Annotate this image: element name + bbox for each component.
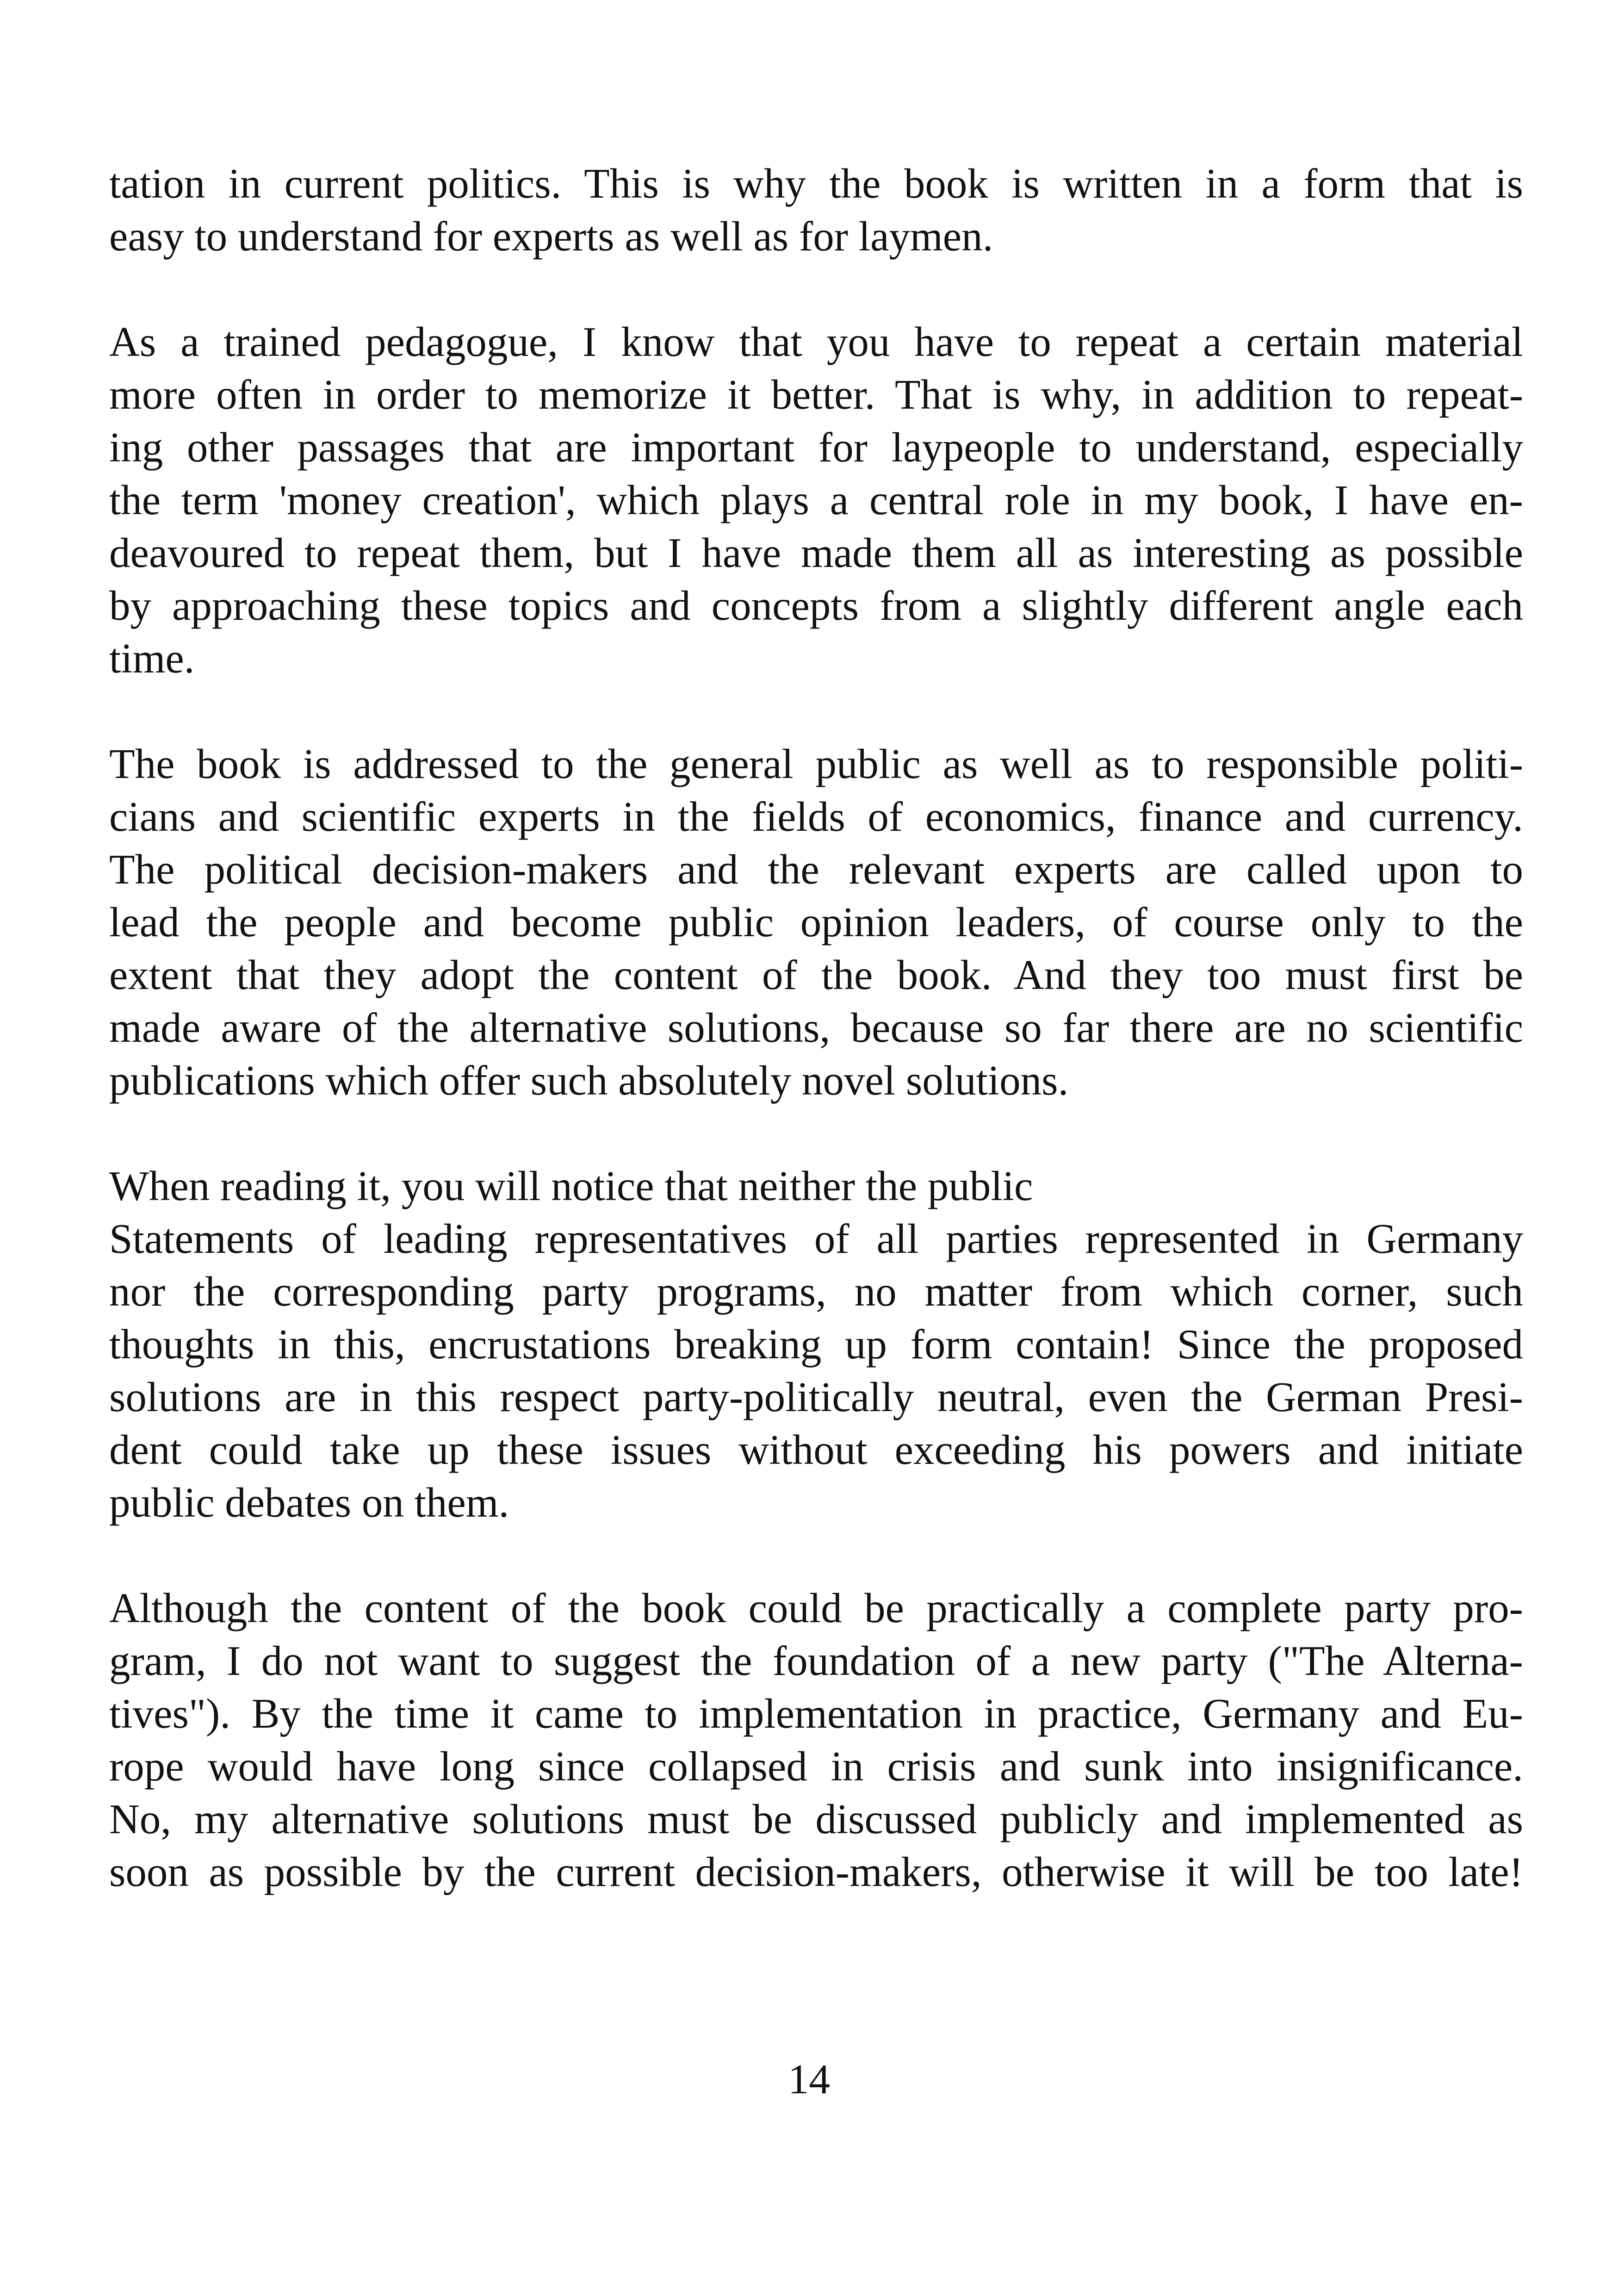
text-line: No, my alternative solutions must be discussed publicly and implemented as	[109, 1796, 1523, 1842]
text-line: cians and scientific experts in the fields of economics, finance and currency.	[109, 793, 1523, 840]
paragraph-2	[109, 316, 1523, 685]
text-line: easy to understand for experts as well as for laymen.	[109, 213, 993, 260]
text-line: dent could take up these issues without exceeding his powers and initiate	[109, 1426, 1523, 1473]
page-number: 14	[788, 2056, 830, 2103]
text-line: by approaching these topics and concepts from a slightly different angle each	[109, 582, 1523, 629]
text-line: When reading it, you will notice that neither the public	[109, 1163, 1033, 1209]
text-line: ing other passages that are important for laypeople to understand, especially	[109, 424, 1523, 471]
text-line: As a trained pedagogue, I know that you have to repeat a certain material	[109, 318, 1523, 365]
paragraph-1	[109, 157, 1523, 263]
text-line: The political decision-makers and the relevant experts are called upon to	[109, 846, 1523, 893]
text-line: made aware of the alternative solutions, because so far there are no scientific	[109, 1004, 1523, 1051]
text-line: tives"). By the time it came to implementation in practice, Germany and Eu-	[109, 1690, 1523, 1737]
body-text	[109, 157, 1523, 1951]
text-line: time.	[109, 635, 195, 682]
text-line: publications which offer such absolutely novel solutions.	[109, 1057, 1069, 1104]
text-line: deavoured to repeat them, but I have made them all as interesting as possible	[109, 529, 1523, 576]
paragraph-5	[109, 1582, 1523, 1898]
text-line: the term 'money creation', which plays a central role in my book, I have en-	[109, 477, 1523, 523]
text-line: Statements of leading representatives of all parties represented in Germany	[109, 1215, 1523, 1262]
text-line: thoughts in this, encrustations breaking up form contain! Since the proposed	[109, 1321, 1523, 1368]
text-line: Although the content of the book could be practically a complete party pro-	[109, 1585, 1523, 1631]
text-line: rope would have long since collapsed in crisis and sunk into insignificance.	[109, 1743, 1523, 1790]
paragraph-3	[109, 738, 1523, 1107]
text-line: tation in current politics. This is why the book is written in a form that is	[109, 160, 1523, 207]
text-line: gram, I do not want to suggest the foundation of a new party ("The Alterna-	[109, 1637, 1523, 1684]
text-line: public debates on them.	[109, 1479, 509, 1526]
text-line: soon as possible by the current decision-makers, otherwise it will be too late!	[109, 1848, 1523, 1895]
paragraph-4	[109, 1160, 1523, 1529]
text-line: solutions are in this respect party-politically neutral, even the German Presi-	[109, 1374, 1523, 1420]
text-line: more often in order to memorize it better. That is why, in addition to repeat-	[109, 371, 1523, 418]
text-line: The book is addressed to the general public as well as to responsible politi-	[109, 740, 1523, 787]
text-line: nor the corresponding party programs, no matter from which corner, such	[109, 1268, 1523, 1315]
text-line: extent that they adopt the content of the book. And they too must first be	[109, 952, 1523, 998]
text-line: lead the people and become public opinion leaders, of course only to the	[109, 899, 1523, 946]
